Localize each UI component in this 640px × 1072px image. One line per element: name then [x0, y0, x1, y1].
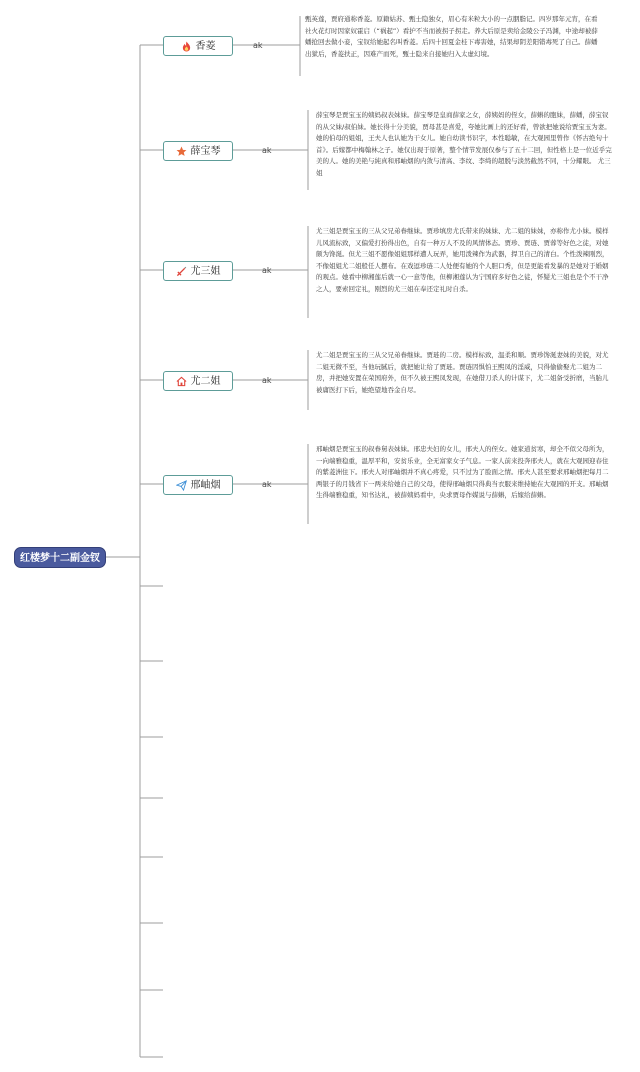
- branch-description: 尤三姐是贾宝玉的三从父兄弟眷继妹。贾珍填房尤氏带来的妹妹、尤二姐的妹妹，亦称作尤小妹。模样儿风流标致，又偏爱打扮得出色，自有一种万人不及的风情体态。贾珍、贾琏、贾蓉等好色之徒，对她颇为馋涎。但尤三姐不愿像姐姐那样遭人玩弄，她用泼辣作为武器，捍卫自己的清白。个性泼辣刚烈，不像姐姐尤二姐般任人摆布。在戏逗珍琏二人处便有她的个人胆口秀，但是更能看发暴的是她对于婚姻的观点。她看中柳湘莲后就一心一意等他，但柳湘莲认为宁国府多好色之徒，怀疑尤三姐也是个不干净之人，要索回定礼，刚烈的尤三姐在奉还定礼时自杀。: [316, 227, 609, 293]
- branch-description: 尤二姐是贾宝玉的三从父兄弟眷继妹。贾琏的二房。模样标致，温柔和顺。贾珍馋涎妻妹的美貌，对尤二姐无微不至，当他玩腻后，就把她让给了贾琏。贾琏因惧怕王熙凤的淫威，只得偷偷娶尤二姐为二房，并把她安置在荣国府外，但不久被王熙凤发现，在她借刀杀人的计谋下，尤二姐备受折磨，当胎儿被庸医打下后，她绝望地吞金自尽。: [316, 351, 609, 394]
- branch-label: 香菱: [195, 40, 216, 52]
- branch-label: 邢岫烟: [190, 479, 221, 491]
- branch-node-xingxiuyan[interactable]: [163, 475, 233, 495]
- branch-node-youerjie[interactable]: [163, 371, 233, 391]
- branch-description: 薛宝琴是贾宝玉的姨妈叔表妹妹。薛宝琴是皇商薛家之女，薛姨妈的侄女，薛蝌的胞妹，薛蟠，薛宝钗的从父妹/叔伯妹。她长得十分美貌，贾母甚是喜爱，夸她比画上的还好看，曾欲把她说给贾宝玉为妻。她的伯母的姐姐，王夫人也认她为干女儿。她自幼读书识字，本性聪敏，在大观园里曾作《怀古绝句十首》。后嫁都中梅翰林之子。她仅出现于原著，整个情节发展仅参与了五十二回，但性格上是一位近乎完美的人。她的美艳与純真和邢岫烟的内敛与清高、李纹、李绮的超脱与淡然截然不同，十分耀眼。 尤三姐: [316, 111, 612, 177]
- root-topic[interactable]: 红楼梦十二副金钗: [14, 547, 106, 568]
- branch-description: 邢岫烟是贾宝玉的叔眷舅表妹妹。邢忠夫妇的女儿，邢夫人的侄女。她家道贫寒，却全不似父母所为，一向端雅稳重，温厚平和，安贫乐业，全无富家女子气息。一家人前来投奔邢夫人，就在大观园迎春住的紫菱洲住下。邢夫人对邢岫烟并不真心疼爱，只不过为了脸面之情。邢夫人甚至要求邢岫烟把每月二两银子的月钱省下一两来给她自己的父母，使得邢岫烟只得典当衣服来维持她在大观园的开支。邢岫烟生得端雅稳重，知书达礼，被薛姨妈看中，央求贾母作媒说与薛蝌，后嫁给薛蝌。: [316, 445, 609, 500]
- branch-node-xiangling[interactable]: [163, 36, 233, 56]
- star-icon: [176, 146, 187, 157]
- branch-description: 甄英莲，贾府通称香菱。原籍姑苏、甄士隐独女，眉心有米粒大小的一点胭脂记。四岁那年元宵，在看社火花灯时因家奴霍启（“祸起”）看护不当而被拐子拐走。养大后原是卖给金陵公子冯渊，中途却被薛蟠抢回去做小妾，宝钗给她起名叫香菱。后四十回夏金桂下毒害她，结果却阴差阳错毒死了自己。薛蟠出狱后，香菱扶正，因难产而死，甄士隐来自接她归入太虚幻境。: [305, 15, 598, 58]
- connector-label: ak: [262, 376, 272, 385]
- branch-label: 薛宝琴: [190, 145, 221, 157]
- branch-label: 尤二姐: [190, 375, 221, 387]
- connector-label: ak: [262, 480, 272, 489]
- branch-node-xuebaoqin[interactable]: [163, 141, 233, 161]
- house-icon: [176, 376, 187, 387]
- branch-label: 尤三姐: [190, 265, 221, 277]
- connector-label: ak: [253, 41, 263, 50]
- paper-plane-icon: [176, 480, 187, 491]
- connector-label: ak: [262, 266, 272, 275]
- connector-label: ak: [262, 146, 272, 155]
- fire-icon: [181, 41, 192, 52]
- branch-node-yousanjie[interactable]: [163, 261, 233, 281]
- swords-icon: [176, 266, 187, 277]
